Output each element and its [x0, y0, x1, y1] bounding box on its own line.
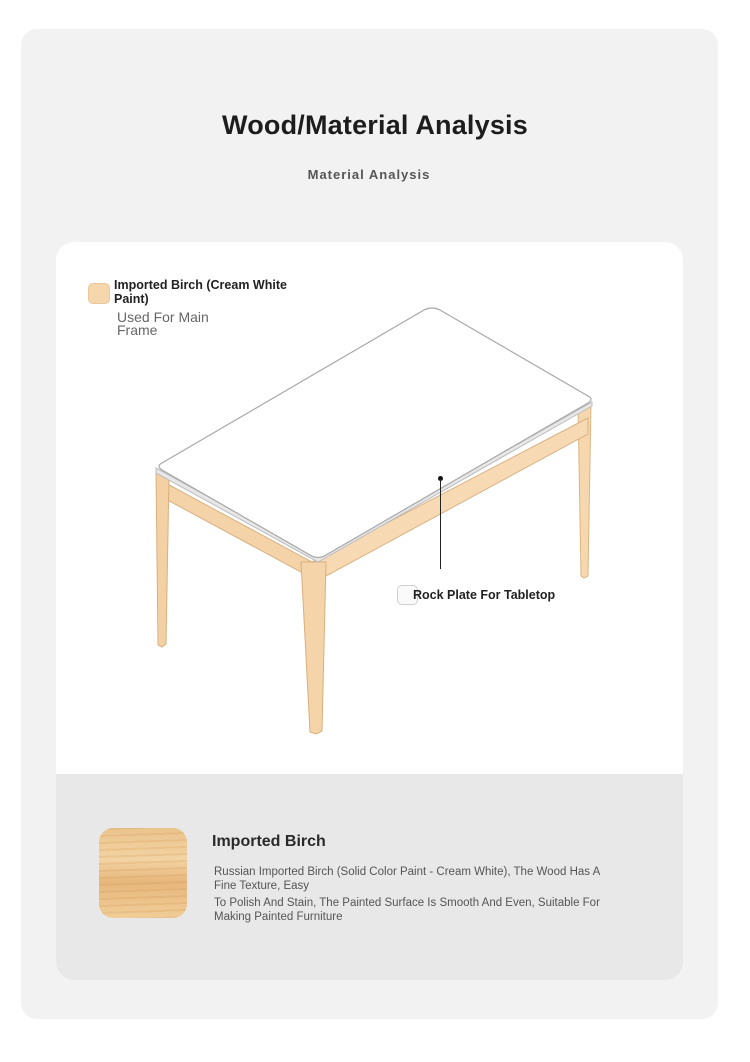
rock-plate-callout-label: Rock Plate For Tabletop [413, 588, 556, 602]
material-description-line-1: Russian Imported Birch (Solid Color Paint - Cream White), The Wood Has A Fine Texture, Easy [214, 866, 600, 892]
tabletop-pointer-line [440, 479, 441, 569]
birch-callout-usage: Used For Main Frame [117, 309, 209, 338]
dining-table-illustration [140, 300, 600, 740]
material-description-line-2: To Polish And Stain, The Painted Surface Is Smooth And Even, Suitable For Making Painted Furniture [214, 897, 600, 923]
page-title: Wood/Material Analysis [222, 110, 528, 140]
birch-callout-label: Imported Birch (Cream White Paint) [114, 278, 287, 306]
birch-color-swatch [88, 283, 110, 304]
birch-wood-sample-image [99, 828, 187, 918]
page-subtitle: Material Analysis [307, 167, 431, 182]
table-leg-front-left [156, 472, 169, 647]
material-name: Imported Birch [212, 833, 326, 850]
table-leg-front-center [301, 562, 326, 734]
